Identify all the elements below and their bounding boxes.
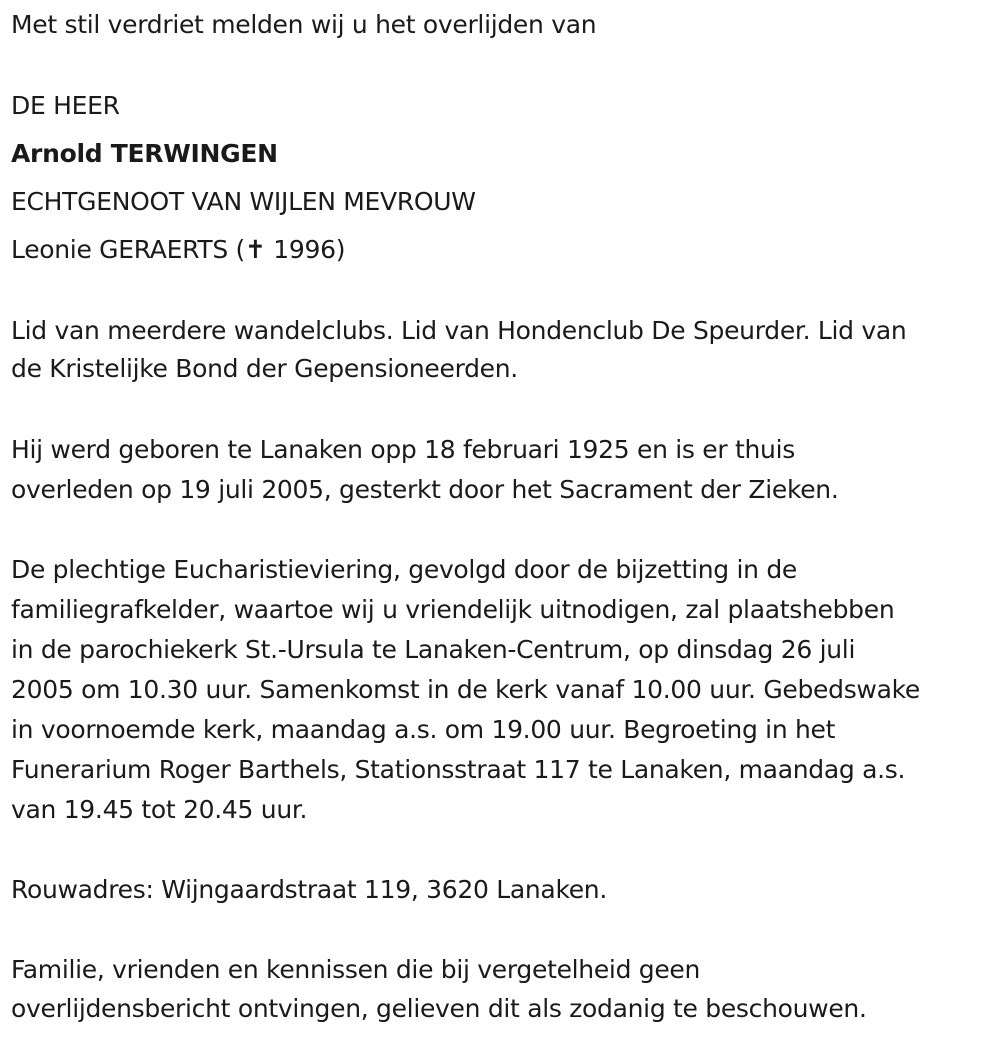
paragraph-line: in voornoemde kerk, maandag a.s. om 19.00 uur. Begroeting in het: [11, 715, 836, 744]
deceased-name: Arnold TERWINGEN: [11, 139, 278, 168]
paragraph-line: Lid van meerdere wandelclubs. Lid van Hondenclub De Speurder. Lid van: [11, 316, 907, 345]
paragraph-line: Funerarium Roger Barthels, Stationsstraat 117 te Lanaken, maandag a.s.: [11, 755, 906, 784]
paragraph-line: de Kristelijke Bond der Gepensioneerden.: [11, 354, 518, 383]
paragraph-line: De plechtige Eucharistieviering, gevolgd door de bijzetting in de: [11, 555, 798, 584]
title-prefix: DE HEER: [11, 91, 120, 120]
intro-text: Met stil verdriet melden wij u het overlijden van: [11, 10, 597, 39]
spouse-label: ECHTGENOOT VAN WIJLEN MEVROUW: [11, 187, 476, 216]
paragraph-line: Hij werd geboren te Lanaken opp 18 februari 1925 en is er thuis: [11, 435, 795, 464]
paragraph-line: overlijdensbericht ontvingen, gelieven dit als zodanig te beschouwen.: [11, 994, 867, 1023]
spouse-name: Leonie GERAERTS (✝ 1996): [11, 235, 346, 264]
paragraph-line: in de parochiekerk St.-Ursula te Lanaken-Centrum, op dinsdag 26 juli: [11, 635, 856, 664]
paragraph-line: Familie, vrienden en kennissen die bij vergetelheid geen: [11, 955, 701, 984]
paragraph-line: van 19.45 tot 20.45 uur.: [11, 795, 308, 824]
paragraph-line: 2005 om 10.30 uur. Samenkomst in de kerk vanaf 10.00 uur. Gebedswake: [11, 675, 920, 704]
paragraph-line: overleden op 19 juli 2005, gesterkt door het Sacrament der Zieken.: [11, 475, 839, 504]
paragraph-line: familiegrafkelder, waartoe wij u vriendelijk uitnodigen, zal plaatshebben: [11, 595, 895, 624]
mourning-address: Rouwadres: Wijngaardstraat 119, 3620 Lanaken.: [11, 875, 607, 904]
